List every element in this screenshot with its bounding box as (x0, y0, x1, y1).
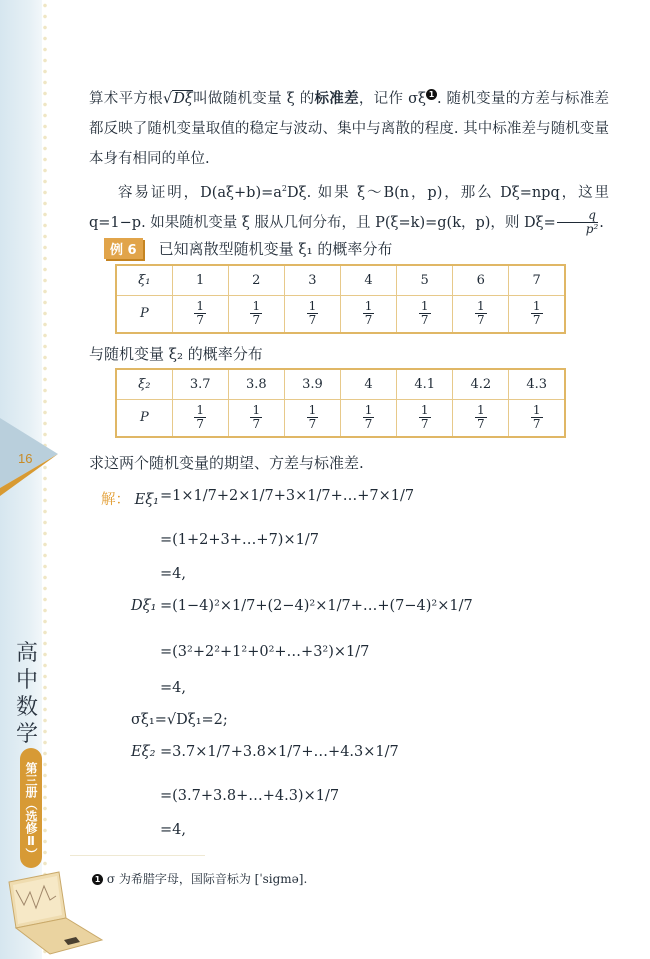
question-text: 求这两个随机变量的期望、方差与标准差. (89, 454, 364, 472)
equation-line: =3.7×1/7+3.8×1/7+…+4.3×1/7 (160, 744, 399, 760)
footnote-divider (70, 855, 205, 856)
table-cell: $\frac{1}{7}$ (172, 399, 228, 437)
denominator: p² (585, 222, 599, 237)
footnote-text: σ 为希腊字母，国际音标为 [ˈsigmə]. (106, 872, 308, 886)
series-title (14, 640, 40, 748)
table-cell: $\frac{1}{7}$ (284, 295, 340, 333)
table-cell: 3 (284, 265, 340, 295)
equation-line: =4, (160, 566, 186, 582)
series-char: 数 (15, 695, 38, 720)
table-cell: $\frac{1}{7}$ (341, 295, 397, 333)
distribution-table-xi2 (115, 368, 566, 438)
equation-line: =(3.7+3.8+…+4.3)×1/7 (160, 788, 340, 804)
solution-label (101, 488, 159, 509)
solve-label: 解： (101, 492, 130, 508)
table-cell: 1 (172, 265, 228, 295)
series-char: 中 (15, 668, 38, 693)
table-cell: 3.9 (284, 369, 340, 399)
table-row (116, 265, 565, 295)
equation-line: =1×1/7+2×1/7+3×1/7+…+7×1/7 (160, 488, 415, 504)
distribution-table-xi1 (115, 264, 566, 334)
footnote (92, 870, 307, 887)
intro-text (89, 84, 609, 238)
table-cell: 2 (228, 265, 284, 295)
equation-line: =(3²+2²+1²+0²+…+3²)×1/7 (160, 644, 370, 660)
paragraph-std-dev: 算术平方根√Dξ叫做随机变量 ξ 的标准差，记作 σξ 1 . 随机变量的方差与标准差都反映了随机变量取值的稳定与波动、集中与离散的程度. 其中标准差与随机变量本身有相同的单位. (89, 90, 609, 167)
table-cell: $\frac{1}{7}$ (397, 295, 453, 333)
text: . (599, 214, 604, 231)
volume-badge: 第三册（选修Ⅱ） (20, 748, 42, 868)
table-row (116, 399, 565, 437)
page-number: 16 (18, 451, 33, 466)
math-lhs: Eξ₁ (134, 492, 159, 508)
table-cell: 3.7 (172, 369, 228, 399)
math-lhs: Dξ₁ (131, 598, 157, 614)
table-cell: 4 (341, 369, 397, 399)
example-label: 例 6 (104, 238, 143, 259)
math: Dξ (173, 91, 193, 107)
table-cell: 4.2 (453, 369, 509, 399)
table-cell: $\frac{1}{7}$ (397, 399, 453, 437)
text: 算术平方根 (89, 91, 163, 107)
text: 叫做随机变量 ξ 的 (192, 91, 315, 107)
superscript: 2 (281, 184, 287, 193)
equation-line: =4, (160, 680, 186, 696)
footnote-marker: 1 (92, 874, 103, 885)
table-cell: $\frac{1}{7}$ (509, 295, 565, 333)
table-row (116, 295, 565, 333)
table-cell: $\frac{1}{7}$ (509, 399, 565, 437)
equation-line: =4, (160, 822, 186, 838)
text: 容易证明，D(aξ+b)=a (118, 184, 282, 201)
table-cell: 7 (509, 265, 565, 295)
series-char: 学 (15, 722, 38, 747)
paragraph-variance-properties (89, 174, 609, 238)
table-cell: 5 (397, 265, 453, 295)
equation-line: =(1−4)²×1/7+(2−4)²×1/7+…+(7−4)²×1/7 (160, 598, 473, 614)
table-header-cell: P (116, 399, 172, 437)
table-cell: $\frac{1}{7}$ (228, 295, 284, 333)
table-cell: 4.3 (509, 369, 565, 399)
table-cell: $\frac{1}{7}$ (284, 399, 340, 437)
example-header (104, 238, 392, 259)
fraction (557, 209, 599, 236)
mid-text: 与随机变量 ξ₂ 的概率分布 (89, 345, 263, 363)
numerator: q (557, 209, 599, 223)
term-standard-deviation: 标准差 (314, 90, 359, 107)
footnote-marker[interactable]: 1 (426, 89, 437, 100)
table-cell: $\frac{1}{7}$ (453, 399, 509, 437)
table-cell: $\frac{1}{7}$ (453, 295, 509, 333)
table-header-cell: P (116, 295, 172, 333)
table-cell: 4.1 (397, 369, 453, 399)
text: Dξ. 如果 ξ～B(n，p)，那么 Dξ=npq，这里 q=1−p. 如果随机变量 ξ 服从几何分布，且 P(ξ=k)=g(k，p)，则 Dξ= (89, 184, 610, 231)
table-cell: $\frac{1}{7}$ (228, 399, 284, 437)
table-cell: 4 (341, 265, 397, 295)
table-cell: $\frac{1}{7}$ (172, 295, 228, 333)
example-text: 已知离散型随机变量 ξ₁ 的概率分布 (158, 240, 393, 258)
table-cell: 6 (453, 265, 509, 295)
text: ，记作 σξ (358, 91, 427, 107)
table-header-cell: ξ₁ (116, 265, 172, 295)
table-row (116, 369, 565, 399)
table-header-cell: ξ₂ (116, 369, 172, 399)
table-cell: $\frac{1}{7}$ (341, 399, 397, 437)
text: . 随机变量的方差与标准差都反映了随机变量取值的稳定与波动、集中与离散的程度. 其中标准差与随机变量本身有相同的单位. (89, 91, 609, 167)
series-char: 高 (15, 641, 38, 666)
math-lhs: Eξ₂ (131, 744, 156, 760)
equation-line: =(1+2+3+…+7)×1/7 (160, 532, 319, 548)
table-cell: 3.8 (228, 369, 284, 399)
equation-line: σξ₁=√Dξ₁=2; (131, 712, 228, 728)
laptop-icon (4, 870, 104, 955)
